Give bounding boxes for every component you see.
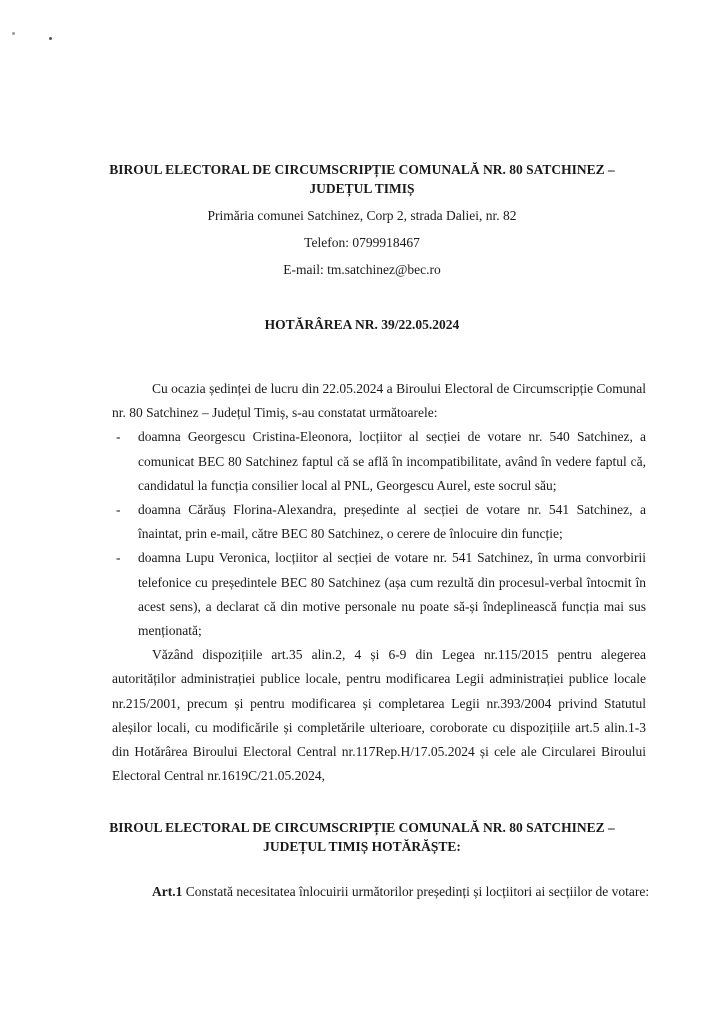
scan-speck xyxy=(12,32,15,35)
header-title-line1: BIROUL ELECTORAL DE CIRCUMSCRIPȚIE COMUNALĂ NR. 80 SATCHINEZ – xyxy=(109,162,615,177)
document-header xyxy=(60,160,664,279)
header-title-line2: JUDEȚUL TIMIȘ xyxy=(309,181,415,196)
bullet-dash: - xyxy=(116,429,121,445)
findings-list xyxy=(112,425,646,643)
list-item-text: doamna Cărăuș Florina-Alexandra, președinte al secției de votare nr. 541 Satchinez, a înaintat, prin e-mail, către BEC 80 Satchinez, o cerere de înlocuire din funcție; xyxy=(138,502,646,542)
list-item xyxy=(112,498,646,546)
decision-heading-line2: JUDEȚUL TIMIȘ HOTĂRĂȘTE: xyxy=(263,839,461,854)
list-item-text: doamna Georgescu Cristina-Eleonora, locțiitor al secției de votare nr. 540 Satchinez, a comunicat BEC 80 Satchinez faptul că se află în incompatibilitate, având în vedere faptul că, candidatul la funcția consilier local al PNL, Georgescu Aurel, este socrul său; xyxy=(138,429,646,493)
article-1 xyxy=(112,882,672,902)
intro-paragraph: Cu ocazia ședinței de lucru din 22.05.2024 a Biroului Electoral de Circumscripție Comunal nr. 80 Satchinez – Județul Timiș, s-au constatat următoarele: xyxy=(112,381,646,421)
article-1-text: Constată necesitatea înlocuirii următorilor președinți și locțiitori ai secțiilor de votare: xyxy=(185,884,650,899)
document-body xyxy=(112,377,646,788)
decision-heading-line1: BIROUL ELECTORAL DE CIRCUMSCRIPȚIE COMUNALĂ NR. 80 SATCHINEZ – xyxy=(109,820,615,835)
decision-heading xyxy=(60,818,664,856)
list-item-text: doamna Lupu Veronica, locțiitor al secției de votare nr. 541 Satchinez, în urma convorbirii telefonice cu președintele BEC 80 Satchinez (așa cum rezultă din procesul-verbal întocmit în acest sens), a declarat că din motive personale nu poate să-și îndeplinească funcția mai sus menționată; xyxy=(138,550,646,639)
legal-basis-paragraph: Văzând dispozițiile art.35 alin.2, 4 și 6-9 din Legea nr.115/2015 pentru alegerea autorităților administrației publice locale, pentru modificarea Legii administrației publice locale nr.215/2001, precum și pentru modificarea și completarea Legii nr.393/2004 privind Statutul aleșilor locali, cu modificările și completările ulterioare, coroborate cu dispozițiile art.5 alin.1-3 din Hotărârea Biroului Electoral Central nr.117Rep.H/17.05.2024 și cele ale Circularei Biroului Electoral Central nr.1619C/21.05.2024, xyxy=(112,647,646,784)
bullet-dash: - xyxy=(116,550,121,566)
header-email: E-mail: tm.satchinez@bec.ro xyxy=(283,262,441,277)
list-item xyxy=(112,546,646,643)
header-address: Primăria comunei Satchinez, Corp 2, strada Daliei, nr. 82 xyxy=(207,208,517,223)
bullet-dash: - xyxy=(116,502,121,518)
scan-speck xyxy=(49,37,52,40)
article-1-label: Art.1 xyxy=(152,884,183,899)
list-item xyxy=(112,425,646,498)
header-phone: Telefon: 0799918467 xyxy=(304,235,420,250)
decision-title: HOTĂRÂREA NR. 39/22.05.2024 xyxy=(264,317,460,332)
